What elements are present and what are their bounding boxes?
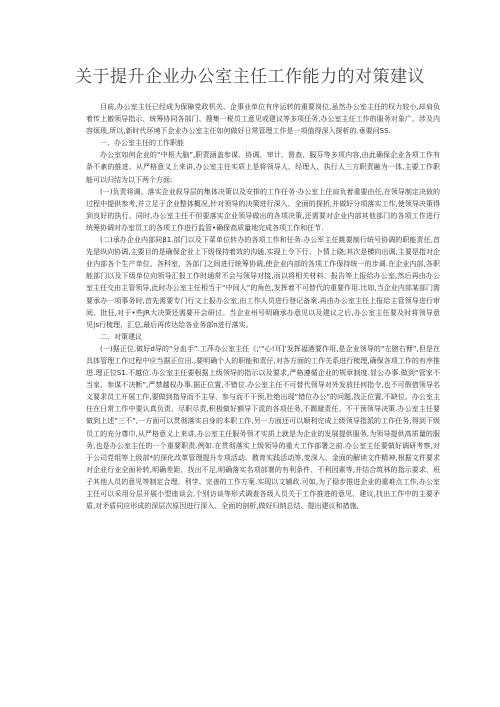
paragraph: 办公室如何企业的“中枢大脑”,职责涵盖参谋、协调、审计、督查、服芬等多项内容,由此确保企业各项工作有条不紊的推进。从严格意义上来讲,办公室主任实质上是将领导人、经理人、执行人三方职责融为一体,主要工作职能可以归结为以下两个方面: bbox=[86, 151, 440, 184]
section-heading-1: 一、办公室主任的工作职能 bbox=[100, 139, 184, 148]
paragraph: (一)据正位,做好d导的“分血手”.工萍办公室主任《;‘“心!耳]’发挥福港要作用,是企业领导的“左膀右臂”,但是在具体管理工作过程中应当据正位田.,要明确个人的职能和责仔,对各方面的工作关系进行梳理,确保各项工作的有序推进.理正位S1.不越位.办公室主任要根据上级领导的指示以及要求,严格遵循企业的规章制度.显公办事.做到“管家不当家、参谋不决断”,严禁越权办事.据正位置,不错位.办公室主任不可替代领导对外发放任何指令,也不可假借领导名义要求员工开展工作,要做到指导而不主导、参与而不干预,杜绝出现“错位办公”的问题,找正位置,不缺位。办公室主任在日常工作中要认真负责、尽职尽责,积极做好额导下派的各项任务,不踢避责任、不干预领导决策.办公室主任要做到上述“三不”,一方面可以贯彻落实自身的本职工作,另一方面还可以顺利完成上级领导指派的工作任务,得到下级员工的充分尊巾,从严格意义上来讲,办公室主任服务领才实质上就是为企业的发展提供服务,为领导提供高质量的服务,也是办公室主任的一个重要职责.例如.在贯彻落实上级领导的重大工作部署之前.办公室主任要做好调研考察,对于公司党组等上级部*的深化改革管理提升专项活动、教育实践活动等,变深入、金面的解读文件精神,根据文件要求对企业行业全面补转,明确差距、找出不足,明确落实名项部署的有利条件、不利因素等,并结合筑林的指示要求、班子其他人员的意见等制定合理、利学、完善的工作方案.实现以文辅政.可如,为了稳步推进企业的重难点工作,办公室主任可以采用分层开展小型座谈会,个别访谈等形式调查各级人员关于工作推进的意见、建议,找出工作中的主要矛盾,对矛盾同应形成的深层次原因进行深入、全面的剖析,做好归纳总结、提出建议和措施, bbox=[86, 344, 440, 511]
section-heading-2: 二、对策建议 bbox=[100, 332, 142, 341]
document-body bbox=[86, 101, 440, 512]
paragraph: (一)负责将调、落实企业叙导层的集体决策以及安排的工作任务·办公室上任肩负着重要由任,在领导制定决彼的过程中提供参考,并立足于企业整体概况,针对领导的决策进行深入、全面的探析,并做好分项落实工作,使领导决策得到良好的执行。同时,办公室主任不但要落实企业领导做出的各项决策,还需要对企业内部其他部门的各项工作进行统筹协调对办室员工的各项工作进行监管•确保高质量地完成各项工作和任节. bbox=[86, 187, 440, 232]
document-title: 关于提升企业办公室主任工作能力的对策建议 bbox=[75, 67, 425, 87]
paragraph-intro: 目前,办公室主任已经成为保障党政机关、企事业单位有序运转的重要岗位,虽然办公室主任的权力较小,却肩负着传上傲领导指示、统筹协同各部门、搜集一税员工意见或建议等多项任务,办公室主任工作的服务对象广、涉及内容烦琐,所以,新时代环境下企业办公室主任如何做好日常管理工作是一项值得深入探析的.垂要问SS. bbox=[86, 103, 440, 136]
paragraph: (二)承办企业内部同β1.部门以及下菜单位转办的各项工作和任务.办公军主任跳要制行统号协调的职能责任,首先是纵向协调,主要目的是确保企业上下级保持着效的沟通,实现上令下行、卜情上晓;其次是横向出调,主要是指对企业内部各个生产单位、各科室、各部门之间进行统筹协调,使企业内部的各项工作保持统一的步调.在企业内部,各职能部门以及下级单位向领导汇报工作时通常不会与领导对接,而以将相关材料、报告等上报给办公室,然后再由办公室主任交由主管领导,此时办公室主任相当于“中间人”的角色,发挥着不可替代的重要作用.比如,当企业内部某部门需要承办一项事务时,首先需要专门行文上报办公室,由工作人员进行登记备案.再由办公室主任上报给主管领导进行审阅、批狂,对于•些JR大决策还需要开会研讨。当企业州号明确承办意见以及建议之后,办公室主任要及时将领导意见|s行梳理、汇总,最后再传达给各业务部n进行落实。 bbox=[86, 236, 440, 329]
